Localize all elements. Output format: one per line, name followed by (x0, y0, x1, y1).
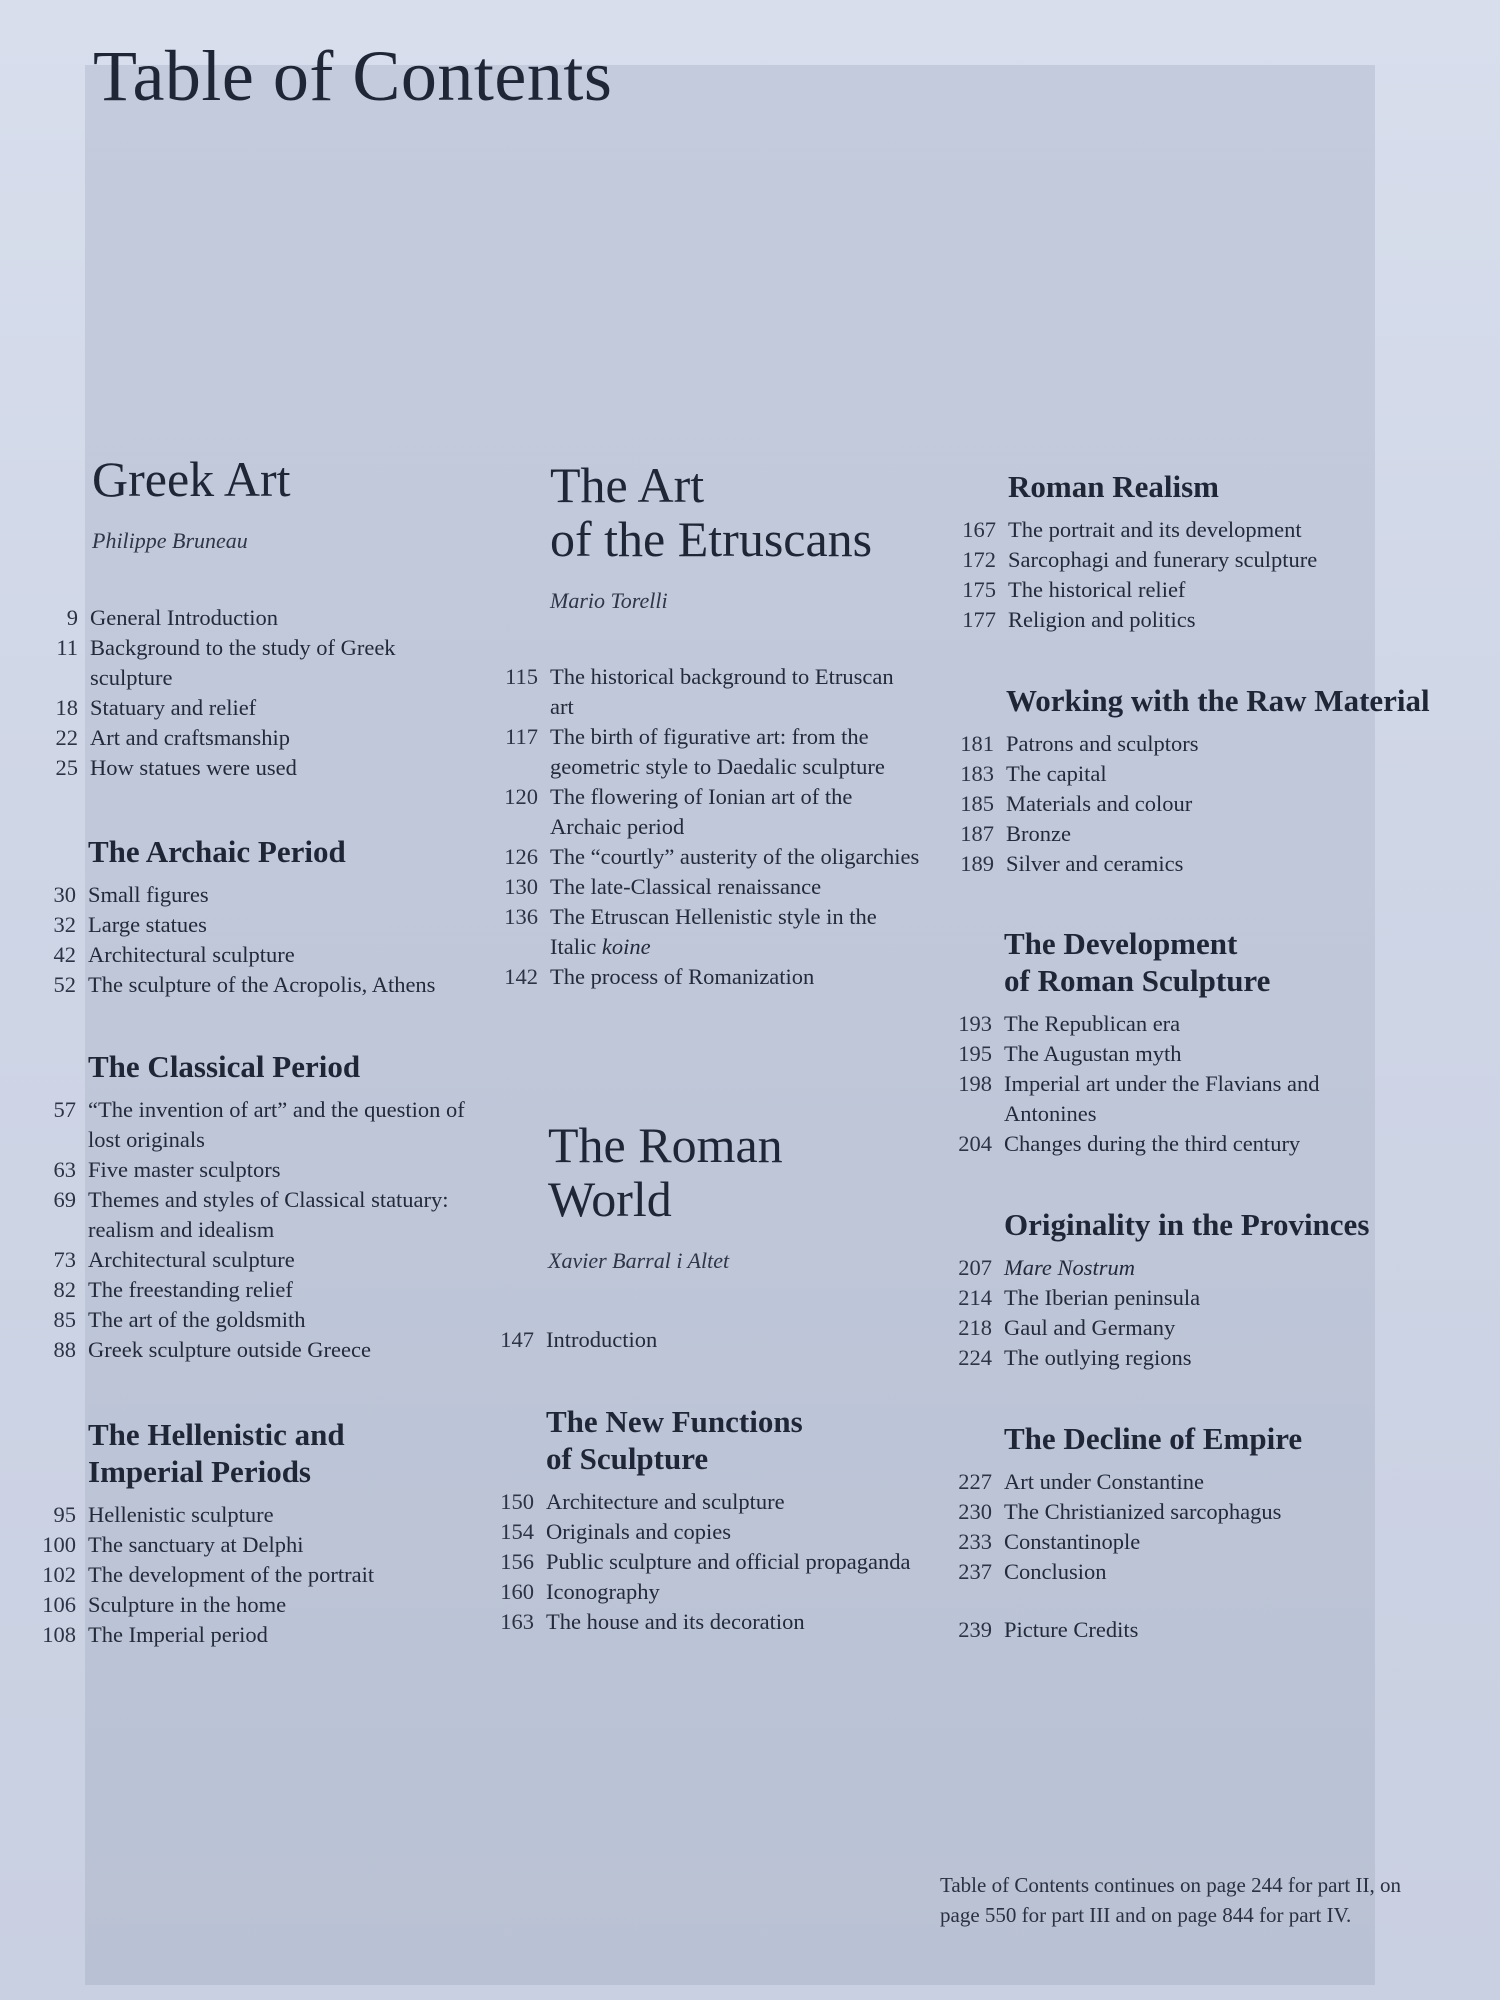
page-number: 69 (53, 1187, 76, 1213)
entry-title: Originals and copies (546, 1519, 731, 1545)
page-number: 187 (960, 821, 994, 847)
page-number: 181 (960, 731, 994, 757)
entry-title: The Etruscan Hellenistic style in the Italic koine (550, 904, 877, 959)
heading-archaic-period: The Archaic Period (88, 834, 346, 869)
toc-entry (958, 1497, 1424, 1527)
toc-entry (962, 545, 1428, 575)
page-number: 156 (500, 1549, 534, 1575)
heading-development (1004, 925, 1384, 999)
page-number: 189 (960, 851, 994, 877)
archaic-list (53, 880, 488, 1000)
page-number: 32 (53, 912, 76, 938)
page-number: 195 (958, 1041, 992, 1067)
toc-entry (66, 603, 470, 633)
development-section (958, 925, 1384, 1159)
page-number: 9 (66, 605, 78, 630)
page-number: 120 (504, 784, 538, 809)
entry-title: The Christianized sarcophagus (1004, 1499, 1282, 1525)
page-number: 230 (958, 1499, 992, 1525)
page-number: 193 (958, 1011, 992, 1037)
page-number: 63 (53, 1157, 76, 1183)
page-number: 239 (958, 1617, 992, 1642)
page-number: 100 (42, 1532, 76, 1558)
page-number: 30 (53, 882, 76, 908)
entry-title: The house and its decoration (546, 1609, 805, 1635)
toc-entry (42, 1590, 468, 1620)
entry-title: Architectural sculpture (88, 942, 295, 968)
entry-title: The late-Classical renaissance (550, 874, 822, 899)
toc-entry (960, 729, 1436, 759)
toc-entry (53, 1185, 468, 1245)
entry-title: The art of the goldsmith (88, 1307, 306, 1333)
credits-list (958, 1615, 1384, 1645)
page-number: 102 (42, 1562, 76, 1588)
entry-title: The capital (1006, 761, 1107, 787)
toc-entry (55, 693, 470, 723)
provinces-list (958, 1253, 1424, 1373)
page-number: 224 (958, 1345, 992, 1371)
part-title-etruscans-line1: The Art (550, 457, 705, 513)
page-number: 163 (500, 1609, 534, 1635)
decline-list (958, 1467, 1424, 1587)
page-number: 126 (504, 844, 538, 869)
entry-title: Materials and colour (1006, 791, 1193, 817)
page-number: 85 (53, 1307, 76, 1333)
page-number: 218 (958, 1315, 992, 1341)
raw-material-list (960, 729, 1436, 879)
toc-entry (960, 789, 1436, 819)
toc-entry (53, 1245, 468, 1275)
roman-intro-list (500, 1325, 916, 1355)
toc-entry (500, 1325, 916, 1355)
classical-list (53, 1095, 468, 1365)
heading-development-line1: The Development (1004, 926, 1238, 961)
page-number: 108 (42, 1622, 76, 1648)
page-number: 115 (505, 664, 538, 689)
entry-title: Public sculpture and official propaganda (546, 1549, 911, 1575)
toc-entry (53, 880, 488, 910)
toc-entry (962, 605, 1428, 635)
author-etruscans: Mario Torelli (550, 588, 668, 613)
toc-entry (960, 849, 1436, 879)
page-number: 88 (53, 1337, 76, 1363)
page-number: 11 (56, 635, 78, 660)
page-number: 160 (500, 1579, 534, 1605)
toc-entry (56, 633, 470, 693)
entry-title: Gaul and Germany (1004, 1315, 1176, 1341)
page-number: 207 (958, 1255, 992, 1281)
toc-entry (53, 1155, 468, 1185)
entry-title: Imperial art under the Flavians and Antonines (1004, 1071, 1320, 1127)
entry-title: Sculpture in the home (88, 1592, 287, 1618)
entry-title: Sarcophagi and funerary sculpture (1008, 547, 1318, 573)
development-list (958, 1009, 1354, 1159)
entry-title: Introduction (546, 1327, 658, 1352)
toc-entry (42, 1530, 468, 1560)
hellenistic-list (42, 1500, 468, 1650)
entry-title: Picture Credits (1004, 1617, 1139, 1642)
page-number: 52 (53, 972, 76, 998)
hellenistic-section (42, 1416, 468, 1650)
toc-entry (504, 902, 920, 962)
entry-title: General Introduction (90, 605, 279, 630)
entry-title: Patrons and sculptors (1006, 731, 1199, 757)
entry-title: The sculpture of the Acropolis, Athens (88, 972, 436, 998)
page-number: 57 (53, 1097, 76, 1123)
entry-title: Art under Constantine (1004, 1469, 1204, 1495)
entry-title: Architectural sculpture (88, 1247, 295, 1273)
toc-entry (960, 819, 1436, 849)
entry-title: Bronze (1006, 821, 1071, 847)
heading-provinces: Originality in the Provinces (1004, 1207, 1370, 1242)
page-number: 233 (958, 1529, 992, 1555)
page-number: 154 (500, 1519, 534, 1545)
toc-entry (505, 722, 920, 782)
page-number: 106 (42, 1592, 76, 1618)
page-number: 95 (53, 1502, 76, 1528)
raw-material-section (960, 682, 1436, 879)
page-number: 42 (53, 942, 76, 968)
toc-entry (958, 1467, 1424, 1497)
toc-entry (53, 1275, 468, 1305)
part-title-roman-line1: The Roman (548, 1117, 783, 1173)
page-number: 237 (958, 1559, 992, 1585)
page-number: 175 (962, 577, 996, 603)
toc-entry (958, 1253, 1424, 1283)
heading-new-functions (546, 1403, 916, 1477)
page-number: 227 (958, 1469, 992, 1495)
page-number: 142 (504, 964, 538, 989)
heading-hellenistic-imperial: The Hellenistic and Imperial Periods (88, 1417, 345, 1490)
toc-entry (53, 1335, 468, 1365)
page-number: 136 (504, 904, 538, 929)
part-title-roman-world (548, 1118, 928, 1226)
toc-entry (958, 1343, 1424, 1373)
continuation-note: Table of Contents continues on page 244 for part II, on page 550 for part III and on page 844 for part IV. (940, 1873, 1401, 1927)
toc-entry (500, 1607, 916, 1637)
toc-entry (500, 1517, 916, 1547)
heading-roman-realism: Roman Realism (1008, 469, 1219, 504)
greek-intro-list (55, 603, 470, 783)
page-number: 183 (960, 761, 994, 787)
entry-title: Small figures (88, 882, 209, 908)
heading-raw-material: Working with the Raw Material (1006, 683, 1430, 718)
entry-title: The sanctuary at Delphi (88, 1532, 304, 1558)
part-title-etruscans (550, 458, 930, 566)
entry-title: Background to the study of Greek sculpture (90, 635, 396, 690)
decline-section (958, 1420, 1424, 1587)
page-number: 214 (958, 1285, 992, 1311)
toc-entry (42, 1620, 468, 1650)
part-title-etruscans-line2: of the Etruscans (550, 511, 873, 567)
entry-title: The historical relief (1008, 577, 1186, 603)
classical-section (53, 1048, 468, 1365)
page-number: 185 (960, 791, 994, 817)
author-roman-world: Xavier Barral i Altet (548, 1248, 730, 1273)
part-title-roman-line2: World (548, 1171, 672, 1227)
entry-title: Statuary and relief (90, 695, 257, 720)
entry-title: The flowering of Ionian art of the Archaic period (550, 784, 853, 839)
heading-decline: The Decline of Empire (1004, 1421, 1303, 1456)
toc-entry (958, 1039, 1354, 1069)
entry-title: Religion and politics (1008, 607, 1196, 633)
toc-entry (53, 1095, 468, 1155)
page-number: 130 (504, 874, 538, 899)
toc-entry (500, 1487, 916, 1517)
heading-new-functions-line2: of Sculpture (546, 1441, 709, 1477)
page-number: 150 (500, 1489, 534, 1515)
new-functions-section (500, 1403, 916, 1637)
entry-title: The development of the portrait (88, 1562, 375, 1588)
page-number: 25 (55, 755, 78, 780)
greek-art-section (92, 452, 472, 554)
page-number: 117 (505, 724, 538, 749)
archaic-section (53, 833, 488, 1000)
entry-title: The Republican era (1004, 1011, 1181, 1037)
page-number: 73 (53, 1247, 76, 1273)
part-title-greek-art: Greek Art (92, 451, 291, 507)
roman-realism-section (962, 468, 1428, 635)
entry-title: Changes during the third century (1004, 1131, 1301, 1157)
toc-entry (958, 1069, 1354, 1129)
entry-title: Hellenistic sculpture (88, 1502, 274, 1528)
entry-title: The freestanding relief (88, 1277, 293, 1303)
etruscan-list (504, 662, 920, 992)
entry-title: Five master sculptors (88, 1157, 281, 1183)
entry-title: The Augustan myth (1004, 1041, 1182, 1067)
toc-entry (53, 1500, 468, 1530)
entry-title: “The invention of art” and the question of lost originals (88, 1097, 465, 1153)
new-functions-list (500, 1487, 916, 1637)
entry-title: How statues were used (90, 755, 297, 780)
entry-title: The Iberian peninsula (1004, 1285, 1201, 1311)
heading-development-line2: of Roman Sculpture (1004, 963, 1271, 999)
entry-title: The outlying regions (1004, 1345, 1192, 1371)
roman-realism-list (962, 515, 1428, 635)
entry-title: The Imperial period (88, 1622, 268, 1648)
etruscan-section (550, 458, 930, 614)
toc-entry (53, 910, 488, 940)
page-number: 22 (55, 725, 78, 750)
entry-title: The birth of figurative art: from the geometric style to Daedalic sculpture (550, 724, 885, 779)
toc-entry (958, 1129, 1354, 1159)
entry-title: Large statues (88, 912, 207, 938)
page-number: 198 (958, 1071, 992, 1097)
page-number: 177 (962, 607, 996, 633)
page-number: 18 (55, 695, 78, 720)
entry-title: Greek sculpture outside Greece (88, 1337, 371, 1363)
toc-entry (55, 753, 470, 783)
toc-entry (55, 723, 470, 753)
entry-title: Iconography (546, 1579, 660, 1605)
page-number: 167 (962, 517, 996, 543)
toc-entry (960, 759, 1436, 789)
toc-entry (958, 1009, 1354, 1039)
toc-entry (500, 1547, 916, 1577)
toc-entry (504, 872, 920, 902)
toc-entry (504, 782, 920, 842)
heading-new-functions-line1: The New Functions (546, 1404, 803, 1439)
toc-entry (958, 1283, 1424, 1313)
entry-title: Mare Nostrum (1004, 1255, 1136, 1281)
entry-title: The process of Romanization (550, 964, 815, 989)
toc-entry (53, 1305, 468, 1335)
roman-world-section (548, 1118, 928, 1274)
toc-entry (962, 575, 1428, 605)
toc-entry (958, 1557, 1424, 1587)
entry-title: Themes and styles of Classical statuary: realism and idealism (88, 1187, 449, 1243)
entry-title: Art and craftsmanship (90, 725, 290, 750)
page-number: 204 (958, 1131, 992, 1157)
entry-title: The portrait and its development (1008, 517, 1302, 543)
page-number: 172 (962, 547, 996, 573)
entry-title: The “courtly” austerity of the oligarchies (550, 844, 920, 869)
provinces-section (958, 1206, 1424, 1373)
toc-entry (958, 1313, 1424, 1343)
page-title: Table of Contents (93, 36, 613, 116)
entry-title: Constantinople (1004, 1529, 1141, 1555)
toc-entry-picture-credits (958, 1615, 1384, 1645)
author-greek-art: Philippe Bruneau (92, 528, 248, 553)
entry-title: The historical background to Etruscan art (550, 664, 894, 719)
entry-title: Conclusion (1004, 1559, 1107, 1585)
page-number: 147 (500, 1327, 534, 1352)
entry-title: Architecture and sculpture (546, 1489, 785, 1515)
page-number: 82 (53, 1277, 76, 1303)
heading-classical-period: The Classical Period (88, 1049, 361, 1084)
toc-entry (53, 940, 488, 970)
toc-entry (504, 962, 920, 992)
toc-entry (500, 1577, 916, 1607)
koine-term: koine (601, 934, 651, 959)
toc-entry (53, 970, 488, 1000)
toc-entry (958, 1527, 1424, 1557)
toc-entry (504, 842, 920, 872)
toc-entry (42, 1560, 468, 1590)
entry-title: Silver and ceramics (1006, 851, 1184, 877)
toc-entry (962, 515, 1428, 545)
toc-entry (505, 662, 920, 722)
